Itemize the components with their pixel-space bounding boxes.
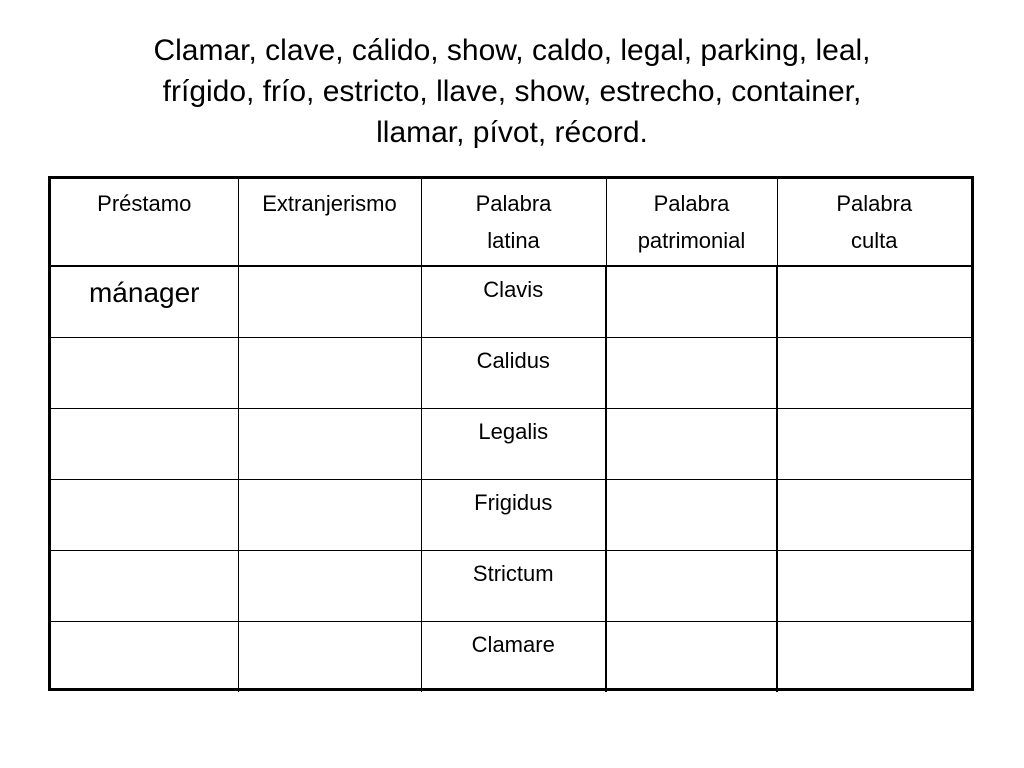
header-palabra-latina xyxy=(421,179,606,266)
cell-prestamo xyxy=(51,337,238,408)
cell-palabra-patrimonial xyxy=(606,337,777,408)
cell-palabra-latina: Clavis xyxy=(421,266,606,337)
cell-palabra-latina: Strictum xyxy=(421,550,606,621)
header-prestamo xyxy=(51,179,238,266)
cell-extranjerismo xyxy=(238,337,421,408)
cell-prestamo: mánager xyxy=(51,266,238,337)
header-label: Palabra xyxy=(836,191,913,216)
cell-palabra-latina: Frigidus xyxy=(421,479,606,550)
cell-palabra-culta xyxy=(777,408,971,479)
table-header-row xyxy=(51,179,971,266)
cell-extranjerismo xyxy=(238,479,421,550)
cell-palabra-culta xyxy=(777,621,971,692)
table-row xyxy=(51,266,971,337)
word-table xyxy=(51,179,971,692)
cell-extranjerismo xyxy=(238,550,421,621)
cell-extranjerismo xyxy=(238,621,421,692)
table-row xyxy=(51,337,971,408)
header-palabra-culta xyxy=(777,179,971,266)
title-line: llamar, pívot, récord. xyxy=(376,116,648,149)
cell-palabra-culta xyxy=(777,550,971,621)
cell-palabra-culta xyxy=(777,266,971,337)
cell-extranjerismo xyxy=(238,408,421,479)
title-line: Clamar, clave, cálido, show, caldo, legal, parking, leal, xyxy=(153,34,871,67)
cell-palabra-culta xyxy=(777,337,971,408)
cell-prestamo xyxy=(51,550,238,621)
header-label: Palabra xyxy=(475,191,552,216)
cell-extranjerismo xyxy=(238,266,421,337)
cell-prestamo xyxy=(51,479,238,550)
cell-prestamo xyxy=(51,621,238,692)
cell-palabra-patrimonial xyxy=(606,550,777,621)
cell-palabra-patrimonial xyxy=(606,408,777,479)
table-row xyxy=(51,550,971,621)
cell-palabra-patrimonial xyxy=(606,479,777,550)
header-palabra-patrimonial xyxy=(606,179,777,266)
header-label: culta xyxy=(851,228,898,253)
table-row xyxy=(51,621,971,692)
header-label: Palabra xyxy=(653,191,730,216)
header-extranjerismo xyxy=(238,179,421,266)
cell-palabra-latina: Calidus xyxy=(421,337,606,408)
cell-palabra-patrimonial xyxy=(606,621,777,692)
header-label: patrimonial xyxy=(637,228,746,253)
cell-palabra-patrimonial xyxy=(606,266,777,337)
table-row xyxy=(51,408,971,479)
page-title xyxy=(40,30,984,153)
cell-prestamo xyxy=(51,408,238,479)
header-label: Extranjerismo xyxy=(262,191,397,216)
cell-palabra-latina: Legalis xyxy=(421,408,606,479)
header-label: Préstamo xyxy=(97,191,192,216)
title-line: frígido, frío, estricto, llave, show, estrecho, container, xyxy=(162,75,862,108)
classification-table xyxy=(48,176,974,691)
cell-palabra-latina: Clamare xyxy=(421,621,606,692)
cell-palabra-culta xyxy=(777,479,971,550)
table-row xyxy=(51,479,971,550)
header-label: latina xyxy=(487,228,540,253)
